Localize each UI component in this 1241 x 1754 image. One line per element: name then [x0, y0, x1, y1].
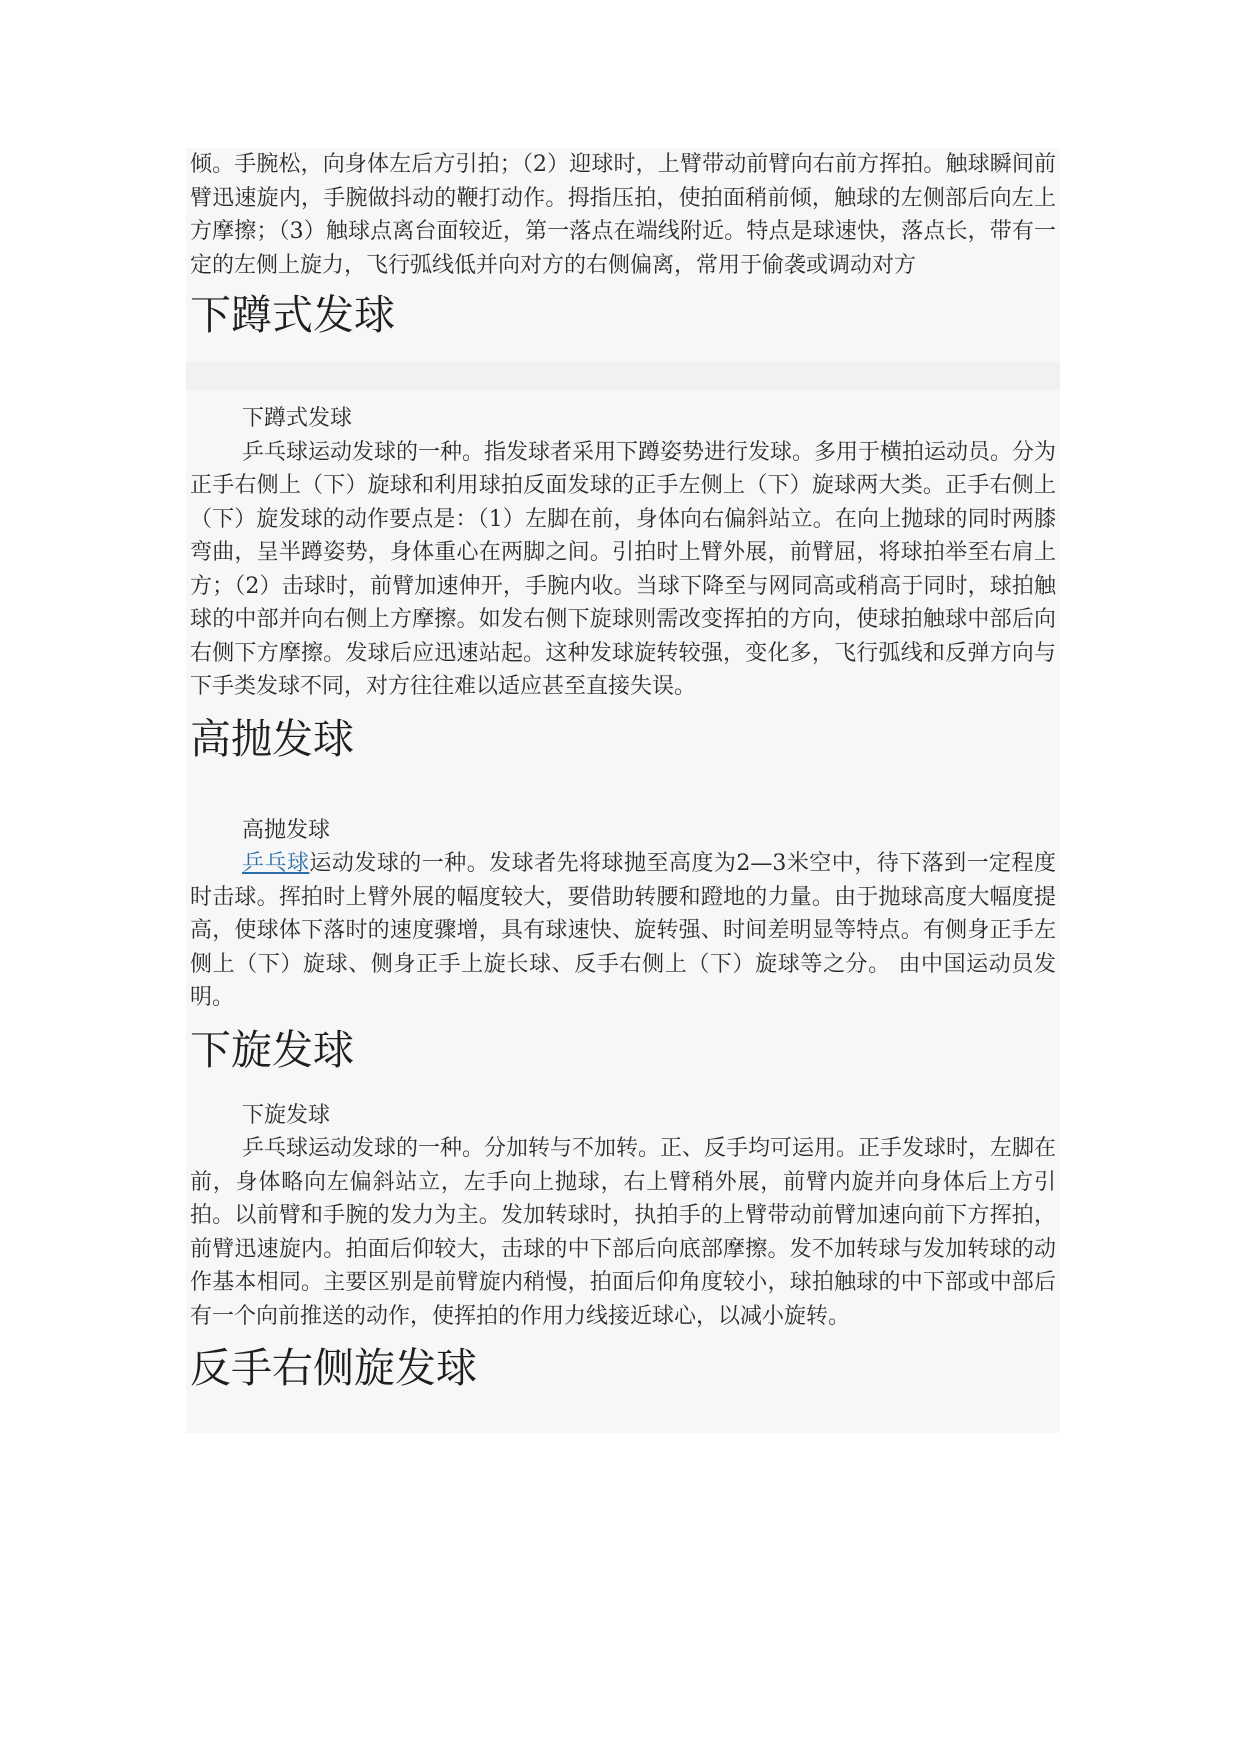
- section-body-block: [186, 390, 1060, 704]
- document-content: [186, 148, 1060, 1433]
- intro-block: [186, 148, 1060, 282]
- section-heading-block: [186, 1015, 1060, 1087]
- section-paragraph: [190, 847, 1056, 1015]
- section-body-block: [186, 1087, 1060, 1334]
- section-subtitle: 下旋发球: [242, 1102, 331, 1128]
- section-subtitle: 下蹲式发球: [242, 406, 353, 431]
- section-paragraph: 乒乓球运动发球的一种。分加转与不加转。正、反手均可运用。正手发球时，左脚在前，身体略向左偏斜站立，左手向上抛球，右上臂稍外展，前臂内旋并向身体后上方引拍。以前臂和手腕的发力为主。发加转球时，执拍手的上臂带动前臂加速向前下方挥拍，前臂迅速旋内。拍面后仰较大，击球的中下部后向底部摩擦。发不加转球与发加转球的动作基本相同。主要区别是前臂旋内稍慢，拍面后仰角度较小，球拍触球的中下部或中部后有一个向前推送的动作，使挥拍的作用力线接近球心，以减小旋转。: [190, 1136, 1057, 1329]
- section-paragraph: 乒乓球运动发球的一种。指发球者采用下蹲姿势进行发球。多用于横拍运动员。分为正手右侧上（下）旋球和利用球拍反面发球的正手左侧上（下）旋球两大类。正手右侧上（下）旋发球的动作要点是：（1）左脚在前，身体向右偏斜站立。在向上抛球的同时两膝弯曲，呈半蹲姿势，身体重心在两脚之间。引拍时上臂外展，前臂屈，将球拍举至右肩上方；（2）击球时，前臂加速伸开，手腕内收。当球下降至与网同高或稍高于同时，球拍触球的中部并向右侧上方摩擦。如发右侧下旋球则需改变挥拍的方向，使球拍触球中部后向右侧下方摩擦。发球后应迅速站起。这种发球旋转较强，变化多，飞行弧线和反弹方向与下手类发球不同，对方往往难以适应甚至直接失误。: [190, 439, 1057, 699]
- section-heading-block: [186, 282, 1060, 362]
- section-heading-block: [186, 704, 1060, 802]
- section-heading-block: [186, 1333, 1060, 1433]
- section-heading: 高抛发球: [190, 714, 354, 763]
- section-subtitle: 高抛发球: [242, 817, 331, 843]
- section-body-block: [186, 802, 1060, 1015]
- intro-paragraph: 倾。手腕松，向身体左后方引拍；（2）迎球时，上臂带动前臂向右前方挥拍。触球瞬间前臂迅速旋内，手腕做抖动的鞭打动作。拇指压拍，使拍面稍前倾，触球的左侧部后向左上方摩擦；（3）触球点离台面较近，第一落点在端线附近。特点是球速快，落点长，带有一定的左侧上旋力，飞行弧线低并向对方的右侧偏离，常用于偷袭或调动对方: [190, 152, 1057, 278]
- section-divider: [186, 362, 1060, 390]
- section-paragraph-text: 运动发球的一种。发球者先将球抛至高度为2—3米空中，待下落到一定程度时击球。挥拍时上臂外展的幅度较大，要借助转腰和蹬地的力量。由于抛球高度大幅度提高，使球体下落时的速度骤增，具有球速快、旋转强、时间差明显等特点。有侧身正手左侧上（下）旋球、侧身正手上旋长球、反手右侧上（下）旋球等之分。 由中国运动员发明。: [190, 851, 1056, 1010]
- section-heading: 反手右侧旋发球: [190, 1344, 477, 1392]
- section-heading: 下旋发球: [190, 1025, 354, 1074]
- section-heading: 下蹲式发球: [190, 291, 395, 339]
- pingpong-link[interactable]: 乒乓球: [242, 851, 310, 876]
